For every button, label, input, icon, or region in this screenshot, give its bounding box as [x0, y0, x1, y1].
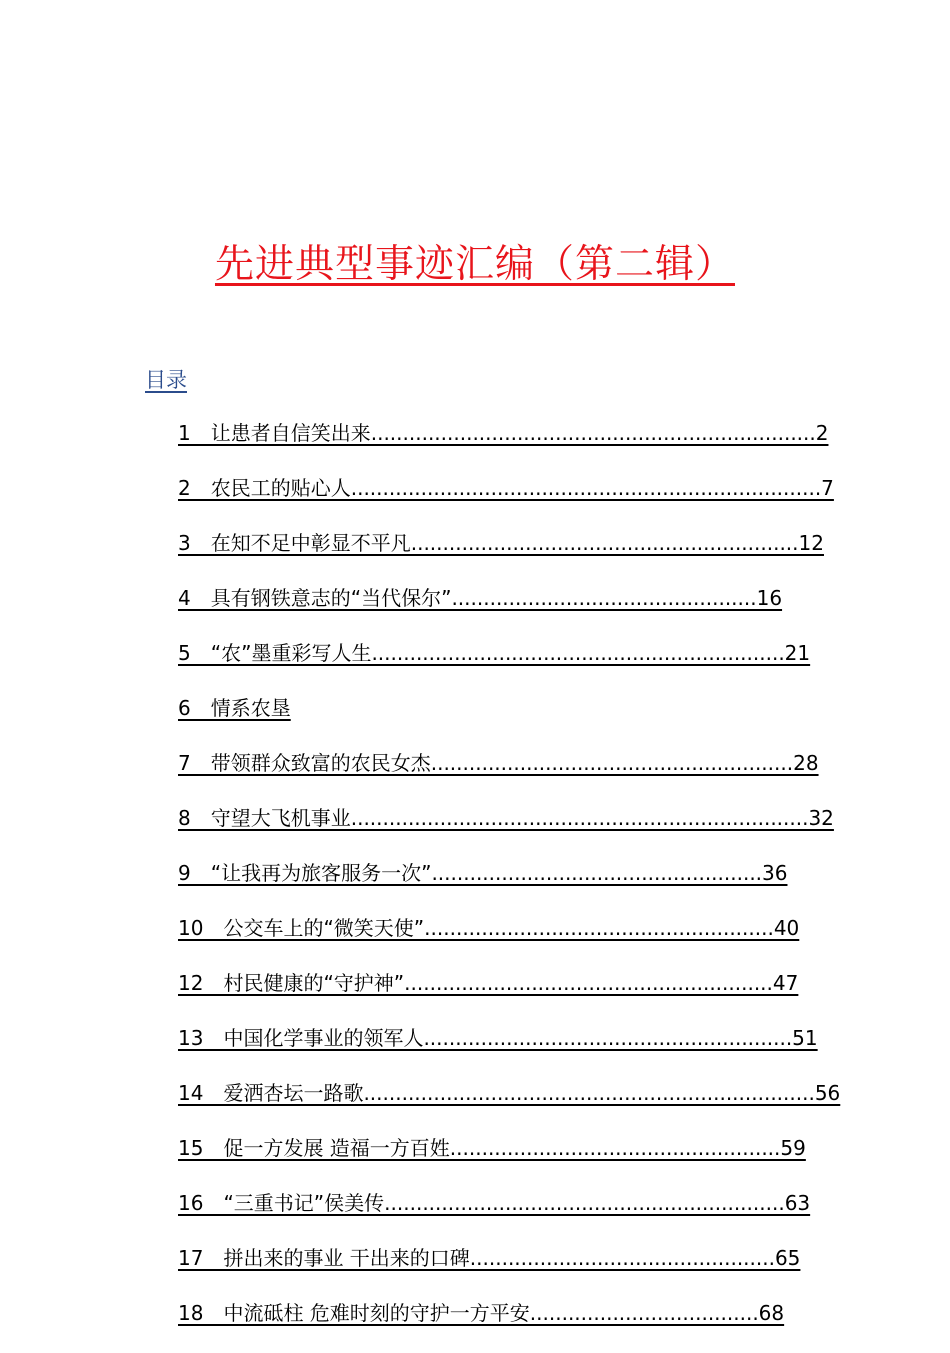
toc-entry[interactable]: 16 “三重书记”侯美传...............................................................63 [178, 1191, 811, 1215]
toc-entry[interactable]: 4 具有钢铁意志的“当代保尔”................................................16 [178, 586, 783, 610]
toc-entry[interactable]: 1 让患者自信笑出来......................................................................2 [178, 421, 829, 445]
toc-entry[interactable]: 14 爱洒杏坛一路歌.......................................................................56 [178, 1081, 841, 1105]
toc-entry[interactable]: 10 公交车上的“微笑天使”.......................................................40 [178, 916, 800, 940]
toc-entry[interactable]: 8 守望大飞机事业........................................................................32 [178, 806, 834, 830]
toc-entry[interactable]: 9 “让我再为旅客服务一次”....................................................36 [178, 861, 788, 885]
toc-entry[interactable]: 7 带领群众致富的农民女杰.........................................................28 [178, 751, 819, 775]
toc-entry[interactable]: 13 中国化学事业的领军人..........................................................51 [178, 1026, 818, 1050]
toc-entry[interactable]: 3 在知不足中彰显不平凡.............................................................12 [178, 531, 824, 555]
toc-entry[interactable]: 6 情系农垦 [178, 696, 291, 720]
toc-heading-link[interactable]: 目录 [145, 368, 187, 392]
document-title: 先进典型事迹汇编（第二辑） [214, 242, 735, 287]
toc-entry[interactable]: 5 “农”墨重彩写人生.................................................................21 [178, 641, 811, 665]
table-of-contents [178, 418, 840, 1353]
toc-entry[interactable]: 12 村民健康的“守护神”..........................................................47 [178, 971, 799, 995]
toc-entry[interactable]: 17 拼出来的事业 干出来的口碑................................................65 [178, 1246, 801, 1270]
toc-entry[interactable]: 2 农民工的贴心人..........................................................................7 [178, 476, 834, 500]
toc-entry[interactable]: 15 促一方发展 造福一方百姓....................................................59 [178, 1136, 806, 1160]
toc-entry[interactable]: 18 中流砥柱 危难时刻的守护一方平安....................................68 [178, 1301, 785, 1325]
